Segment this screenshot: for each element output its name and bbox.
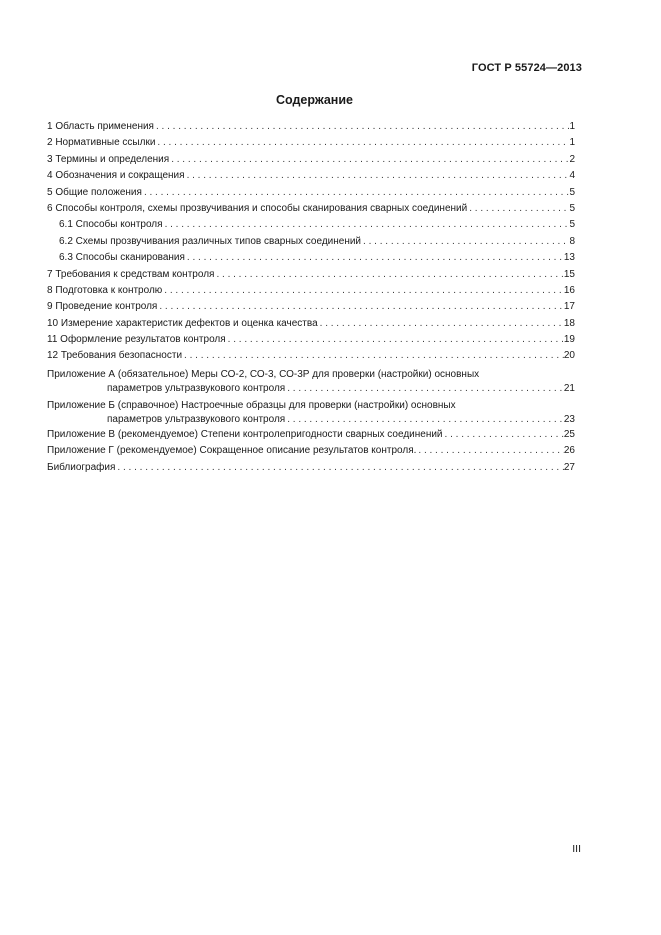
leader-dots (159, 299, 564, 315)
toc-entry-page: 21 (563, 382, 575, 394)
toc-entry-page: 4 (569, 170, 575, 182)
toc-entry-6-2[interactable] (47, 234, 575, 250)
toc-entry-10[interactable] (47, 316, 575, 332)
leader-dots (418, 443, 563, 459)
toc-entry-6[interactable] (47, 201, 575, 217)
page-number: III (572, 843, 581, 855)
toc-entry-page: 18 (563, 317, 575, 329)
toc-entry-page: 1 (569, 120, 575, 132)
toc-entry-1[interactable] (47, 119, 575, 135)
toc-entry-page: 27 (563, 461, 575, 473)
toc-entry-4[interactable] (47, 168, 575, 184)
toc-entry-page: 5 (569, 202, 575, 214)
leader-dots (320, 316, 564, 332)
toc-entry-6-3[interactable] (47, 250, 575, 266)
toc-entry-label: 11 Оформление результатов контроля (47, 334, 226, 346)
leader-dots (363, 234, 569, 250)
toc-entry-label-continued: параметров ультразвукового контроля (107, 413, 286, 425)
toc-entry-label: 10 Измерение характеристик дефектов и оценка качества (47, 317, 318, 329)
leader-dots (187, 250, 564, 266)
toc-entry-11[interactable] (47, 332, 575, 348)
toc-entry-page: 20 (563, 350, 575, 362)
toc-entry-page: 17 (563, 301, 575, 313)
leader-dots (165, 217, 569, 233)
toc-entry-appendix-a[interactable] (47, 365, 575, 396)
toc-title: Содержание (275, 93, 353, 107)
toc-entry-page: 23 (563, 413, 575, 425)
leader-dots (228, 332, 564, 348)
toc-entry-page: 1 (569, 137, 575, 149)
toc-entry-appendix-g[interactable] (47, 443, 575, 459)
toc-entry-label: Приложение В (рекомендуемое) Степени контролепригодности сварных соединений (47, 428, 443, 440)
leader-dots (187, 168, 569, 184)
leader-dots (117, 460, 563, 476)
toc-entry-label: 8 Подготовка к контролю (47, 284, 163, 296)
toc-entry-page: 16 (563, 284, 575, 296)
toc-entry-12[interactable] (47, 348, 575, 364)
toc-entry-label: Библиография (47, 461, 116, 473)
toc-entry-8[interactable] (47, 283, 575, 299)
leader-dots (216, 267, 563, 283)
toc-entry-page: 5 (569, 186, 575, 198)
toc-entry-9[interactable] (47, 299, 575, 315)
toc-entry-bibliography[interactable] (47, 460, 575, 476)
leader-dots (157, 135, 569, 151)
toc-entry-label-continued: параметров ультразвукового контроля (107, 382, 286, 394)
toc-entry-page: 2 (569, 153, 575, 165)
toc-entry-appendix-b[interactable] (47, 396, 575, 427)
toc-entry-label: 6.2 Схемы прозвучивания различных типов сварных соединений (59, 235, 362, 247)
leader-dots (469, 201, 569, 217)
table-of-contents (47, 119, 575, 476)
toc-entry-3[interactable] (47, 152, 575, 168)
toc-entry-label: 6.3 Способы сканирования (59, 252, 185, 264)
leader-dots (144, 185, 569, 201)
leader-dots (164, 283, 564, 299)
toc-entry-5[interactable] (47, 185, 575, 201)
toc-entry-label: 5 Общие положения (47, 186, 142, 198)
toc-entry-page: 26 (563, 445, 575, 457)
toc-entry-label: 12 Требования безопасности (47, 350, 183, 362)
leader-dots (445, 427, 564, 443)
toc-entry-label: 9 Проведение контроля (47, 301, 158, 313)
toc-entry-7[interactable] (47, 267, 575, 283)
document-code: ГОСТ Р 55724—2013 (471, 62, 582, 74)
toc-entry-appendix-v[interactable] (47, 427, 575, 443)
toc-entry-2[interactable] (47, 135, 575, 151)
toc-entry-label: 6.1 Способы контроля (59, 219, 163, 231)
toc-entry-6-1[interactable] (47, 217, 575, 233)
toc-entry-page: 5 (569, 219, 575, 231)
leader-dots (184, 348, 564, 364)
toc-entry-label: 6 Способы контроля, схемы прозвучивания и способы сканирования сварных соединений (47, 202, 468, 214)
toc-entry-label: 7 Требования к средствам контроля (47, 268, 215, 280)
leader-dots (287, 382, 564, 396)
toc-entry-page: 15 (563, 268, 575, 280)
toc-entry-label: Приложение А (обязательное) Меры СО-2, СО-3, СО-3Р для проверки (настройки) основных (47, 368, 480, 380)
toc-entry-label: 4 Обозначения и сокращения (47, 170, 185, 182)
leader-dots (287, 413, 564, 427)
toc-entry-label: 2 Нормативные ссылки (47, 137, 156, 149)
toc-entry-label: 1 Область применения (47, 120, 154, 132)
toc-entry-page: 25 (563, 428, 575, 440)
leader-dots (156, 119, 569, 135)
toc-entry-label: 3 Термины и определения (47, 153, 170, 165)
toc-entry-page: 19 (563, 334, 575, 346)
toc-entry-label: Приложение Г (рекомендуемое) Сокращенное описание результатов контроля. (47, 445, 417, 457)
leader-dots (171, 152, 569, 168)
toc-entry-page: 13 (563, 252, 575, 264)
toc-entry-label: Приложение Б (справочное) Настроечные образцы для проверки (настройки) основных (47, 399, 456, 411)
toc-entry-page: 8 (569, 235, 575, 247)
